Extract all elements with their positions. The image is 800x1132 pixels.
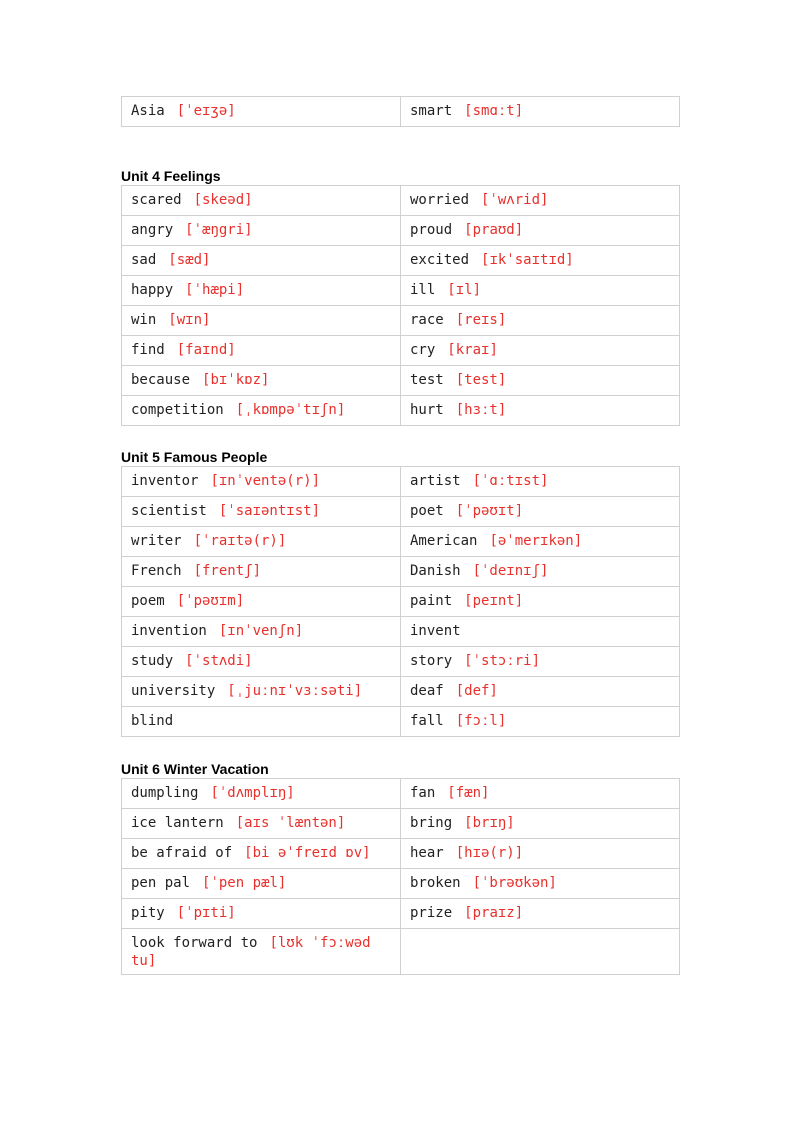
vocab-cell [122, 707, 401, 737]
vocab-word: ice lantern [131, 815, 224, 831]
vocab-cell [122, 617, 401, 647]
vocab-phonetic: [ˈpɪti] [176, 905, 236, 921]
table-row [122, 899, 680, 929]
table-row [122, 467, 680, 497]
vocab-phonetic: [ˈwʌrid] [481, 192, 549, 208]
vocab-cell [122, 587, 401, 617]
vocab-cell [401, 306, 680, 336]
vocab-cell [401, 396, 680, 426]
vocab-cell [401, 497, 680, 527]
vocab-cell [401, 527, 680, 557]
vocab-cell [122, 647, 401, 677]
vocab-cell [401, 246, 680, 276]
vocab-word: paint [410, 593, 453, 609]
vocab-cell [401, 899, 680, 929]
vocab-phonetic: [skeəd] [193, 192, 253, 208]
vocab-word: deaf [410, 683, 444, 699]
vocab-phonetic: [ɪnˈventə(r)] [210, 473, 321, 489]
vocab-phonetic: [smɑːt] [464, 103, 524, 119]
vocab-phonetic: [fɔːl] [455, 713, 507, 729]
table-row [122, 186, 680, 216]
vocab-cell [401, 647, 680, 677]
table-row [122, 587, 680, 617]
vocab-word: ill [410, 282, 436, 298]
vocab-word: scientist [131, 503, 207, 519]
vocab-phonetic: [kraɪ] [447, 342, 498, 358]
table-row [122, 216, 680, 246]
vocab-word: dumpling [131, 785, 199, 801]
vocab-phonetic: [frentʃ] [193, 563, 262, 579]
vocab-word: invent [410, 623, 461, 639]
vocab-phonetic: [ˌjuːnɪˈvɜːsəti] [227, 683, 363, 699]
vocab-phonetic: [ˈpen pæl] [202, 875, 287, 891]
vocab-phonetic: [reɪs] [455, 312, 507, 328]
vocab-word: excited [410, 252, 470, 268]
vocab-cell [122, 216, 401, 246]
vocab-word: poet [410, 503, 444, 519]
table-row [122, 617, 680, 647]
vocab-word: hear [410, 845, 444, 861]
vocab-phonetic: [peɪnt] [464, 593, 524, 609]
vocab-phonetic: [ˈraɪtə(r)] [193, 533, 287, 549]
vocab-phonetic: [əˈmerɪkən] [489, 533, 583, 549]
vocab-cell [122, 497, 401, 527]
unit-title: Unit 5 Famous People [121, 449, 268, 465]
vocab-phonetic: [praʊd] [464, 222, 524, 238]
vocab-cell [122, 336, 401, 366]
vocab-cell [122, 677, 401, 707]
table-row [122, 497, 680, 527]
vocab-word: win [131, 312, 157, 328]
vocab-cell [122, 276, 401, 306]
vocab-word: fall [410, 713, 444, 729]
vocab-table-top [121, 96, 680, 127]
vocab-cell [401, 617, 680, 647]
vocab-phonetic: [ˈeɪʒə] [176, 103, 236, 119]
vocab-cell [401, 869, 680, 899]
vocab-cell [401, 97, 680, 127]
vocab-word: artist [410, 473, 461, 489]
vocab-word: find [131, 342, 165, 358]
vocab-word: competition [131, 402, 224, 418]
table-row [122, 527, 680, 557]
vocab-phonetic: [ˈæŋgri] [185, 222, 253, 238]
vocab-cell [122, 869, 401, 899]
vocab-phonetic: [hɜːt] [455, 402, 507, 418]
table-row [122, 336, 680, 366]
vocab-cell [122, 527, 401, 557]
vocab-phonetic: [ˈɑːtɪst] [472, 473, 549, 489]
table-row [122, 869, 680, 899]
vocab-word: cry [410, 342, 436, 358]
vocab-phonetic: [praɪz] [464, 905, 524, 921]
vocab-cell [122, 186, 401, 216]
vocab-phonetic: [faɪnd] [176, 342, 236, 358]
vocab-phonetic: [ˈdeɪnɪʃ] [472, 563, 549, 579]
vocab-cell [122, 366, 401, 396]
table-row [122, 839, 680, 869]
table-row [122, 396, 680, 426]
table-row [122, 809, 680, 839]
vocab-phonetic: [def] [455, 683, 498, 699]
vocab-table-unit-5 [121, 466, 680, 737]
vocab-word: blind [131, 713, 174, 729]
table-row [122, 97, 680, 127]
unit-title: Unit 6 Winter Vacation [121, 761, 269, 777]
vocab-phonetic: [ˈdʌmplɪŋ] [210, 785, 295, 801]
vocab-word: scared [131, 192, 182, 208]
vocab-phonetic: [ˌkɒmpəˈtɪʃn] [235, 402, 346, 418]
vocab-phonetic: [ɪl] [447, 282, 482, 298]
vocab-word: broken [410, 875, 461, 891]
vocab-cell [401, 467, 680, 497]
vocab-cell [122, 899, 401, 929]
vocab-cell [401, 587, 680, 617]
vocab-word: inventor [131, 473, 199, 489]
vocab-cell [401, 216, 680, 246]
vocab-phonetic: [brɪŋ] [464, 815, 515, 831]
vocab-cell [401, 677, 680, 707]
vocab-phonetic: [test] [455, 372, 507, 388]
vocab-cell [122, 929, 401, 975]
vocab-word: race [410, 312, 444, 328]
vocab-cell [401, 839, 680, 869]
vocab-phonetic: [wɪn] [168, 312, 211, 328]
table-row [122, 366, 680, 396]
vocab-word: pen pal [131, 875, 191, 891]
vocab-phonetic: [ˈbrəʊkən] [472, 875, 557, 891]
vocab-word: French [131, 563, 182, 579]
vocab-word: angry [131, 222, 174, 238]
vocab-phonetic: [bi əˈfreɪd ɒv] [244, 845, 371, 861]
vocab-word: test [410, 372, 444, 388]
table-row [122, 929, 680, 975]
vocab-word: proud [410, 222, 453, 238]
vocab-word: hurt [410, 402, 444, 418]
table-row [122, 707, 680, 737]
vocabulary-page [121, 96, 680, 975]
vocab-word: worried [410, 192, 470, 208]
table-row [122, 557, 680, 587]
vocab-cell [122, 779, 401, 809]
vocab-word: bring [410, 815, 453, 831]
vocab-table-unit-4 [121, 185, 680, 426]
vocab-cell [122, 809, 401, 839]
vocab-phonetic: [ˈstʌdi] [185, 653, 253, 669]
vocab-word: because [131, 372, 191, 388]
vocab-cell [122, 97, 401, 127]
vocab-cell [122, 246, 401, 276]
table-row [122, 246, 680, 276]
vocab-word: invention [131, 623, 207, 639]
vocab-phonetic: [hɪə(r)] [455, 845, 524, 861]
table-row [122, 647, 680, 677]
vocab-phonetic: [ˈpəʊɪt] [455, 503, 524, 519]
vocab-phonetic: [lʊk ˈfɔːwəd tu] [131, 935, 371, 969]
table-row [122, 276, 680, 306]
vocab-cell [401, 779, 680, 809]
vocab-word: be afraid of [131, 845, 233, 861]
vocab-word: university [131, 683, 216, 699]
vocab-phonetic: [ɪkˈsaɪtɪd] [481, 252, 574, 268]
vocab-word: American [410, 533, 478, 549]
table-row [122, 306, 680, 336]
vocab-word: smart [410, 103, 453, 119]
table-row [122, 677, 680, 707]
vocab-word: fan [410, 785, 436, 801]
unit-title: Unit 4 Feelings [121, 168, 221, 184]
vocab-phonetic: [bɪˈkɒz] [202, 372, 270, 388]
vocab-cell [401, 186, 680, 216]
vocab-word: look forward to [131, 935, 258, 951]
vocab-word: happy [131, 282, 174, 298]
vocab-cell [401, 336, 680, 366]
vocab-cell [401, 276, 680, 306]
vocab-phonetic: [ˈsaɪəntɪst] [218, 503, 321, 519]
vocab-phonetic: [ˈpəʊɪm] [176, 593, 245, 609]
vocab-word: sad [131, 252, 157, 268]
vocab-cell [401, 809, 680, 839]
vocab-word: prize [410, 905, 453, 921]
vocab-phonetic: [ˈstɔːri] [464, 653, 541, 669]
table-row [122, 779, 680, 809]
vocab-table-unit-6 [121, 778, 680, 975]
vocab-word: study [131, 653, 174, 669]
vocab-word: writer [131, 533, 182, 549]
vocab-phonetic: [aɪs ˈlæntən] [235, 815, 346, 831]
vocab-phonetic: [ɪnˈvenʃn] [218, 623, 304, 639]
vocab-cell [122, 467, 401, 497]
vocab-phonetic: [fæn] [447, 785, 490, 801]
vocab-phonetic: [sæd] [168, 252, 211, 268]
vocab-cell [401, 707, 680, 737]
vocab-phonetic: [ˈhæpi] [185, 282, 245, 298]
vocab-cell [401, 929, 680, 975]
vocab-cell [401, 557, 680, 587]
vocab-cell [122, 557, 401, 587]
vocab-cell [401, 366, 680, 396]
vocab-cell [122, 396, 401, 426]
vocab-cell [122, 306, 401, 336]
vocab-word: Danish [410, 563, 461, 579]
vocab-word: Asia [131, 103, 165, 119]
vocab-word: story [410, 653, 453, 669]
vocab-word: pity [131, 905, 165, 921]
vocab-word: poem [131, 593, 165, 609]
vocab-cell [122, 839, 401, 869]
